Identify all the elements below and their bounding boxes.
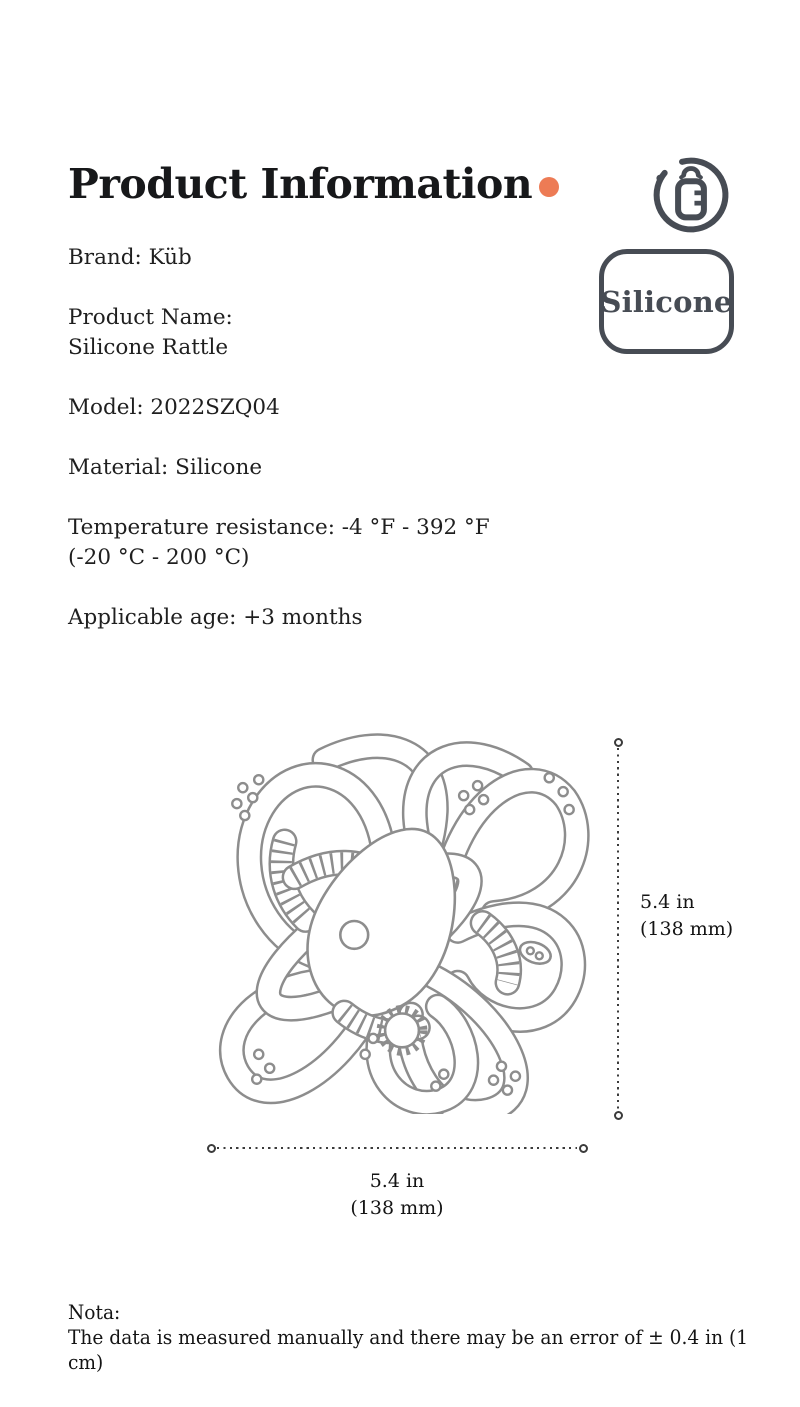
dim-height-line — [617, 748, 619, 1109]
silicone-badge — [599, 249, 734, 354]
spec-temperature-line1: Temperature resistance: -4 °F - 392 °F — [68, 515, 490, 540]
spec-material-value: Silicone — [175, 455, 263, 480]
page-title-text: Product Information — [68, 160, 533, 208]
spec-list — [68, 243, 588, 663]
dim-height-bottom-endpoint — [614, 1111, 623, 1120]
silicone-badge-label: Silicone — [600, 284, 733, 319]
dim-width-left-endpoint — [207, 1144, 216, 1153]
spec-age-value: +3 months — [243, 605, 363, 630]
dim-width-value: 5.4 in — [369, 1170, 425, 1192]
dim-width-label — [297, 1168, 497, 1222]
spec-product-name — [68, 303, 588, 363]
spec-product-name-label: Product Name: — [68, 305, 233, 330]
dim-height-value: 5.4 in — [640, 891, 695, 913]
spec-model-value: 2022SZQ04 — [150, 395, 280, 420]
spec-material — [68, 453, 588, 483]
spec-temperature — [68, 513, 588, 573]
dim-height-metric: (138 mm) — [640, 918, 734, 940]
spec-age-label: Applicable age: — [68, 605, 237, 630]
dim-height-label — [640, 889, 733, 943]
spec-age — [68, 603, 588, 633]
spec-model-label: Model: — [68, 395, 144, 420]
spec-model — [68, 393, 588, 423]
orange-dot-icon — [539, 177, 559, 197]
spec-brand-label: Brand: — [68, 245, 142, 270]
rattle-line-drawing — [207, 726, 595, 1114]
spec-brand — [68, 243, 588, 273]
spec-material-label: Material: — [68, 455, 169, 480]
dim-width-metric: (138 mm) — [350, 1197, 444, 1219]
spec-product-name-value: Silicone Rattle — [68, 335, 229, 360]
note-label: Nota: — [68, 1300, 121, 1324]
dim-height-top-endpoint — [614, 738, 623, 747]
dim-width-right-endpoint — [579, 1144, 588, 1153]
baby-bottle-icon-svg — [648, 152, 734, 238]
note — [68, 1300, 756, 1375]
spec-temperature-line2: (-20 °C - 200 °C) — [68, 545, 250, 570]
page-title — [68, 160, 559, 208]
baby-bottle-icon — [648, 152, 734, 238]
note-text: The data is measured manually and there may be an error of ± 0.4 in (1 cm) — [68, 1325, 749, 1374]
dim-width-line — [217, 1147, 577, 1149]
spec-brand-value: Küb — [148, 245, 192, 270]
